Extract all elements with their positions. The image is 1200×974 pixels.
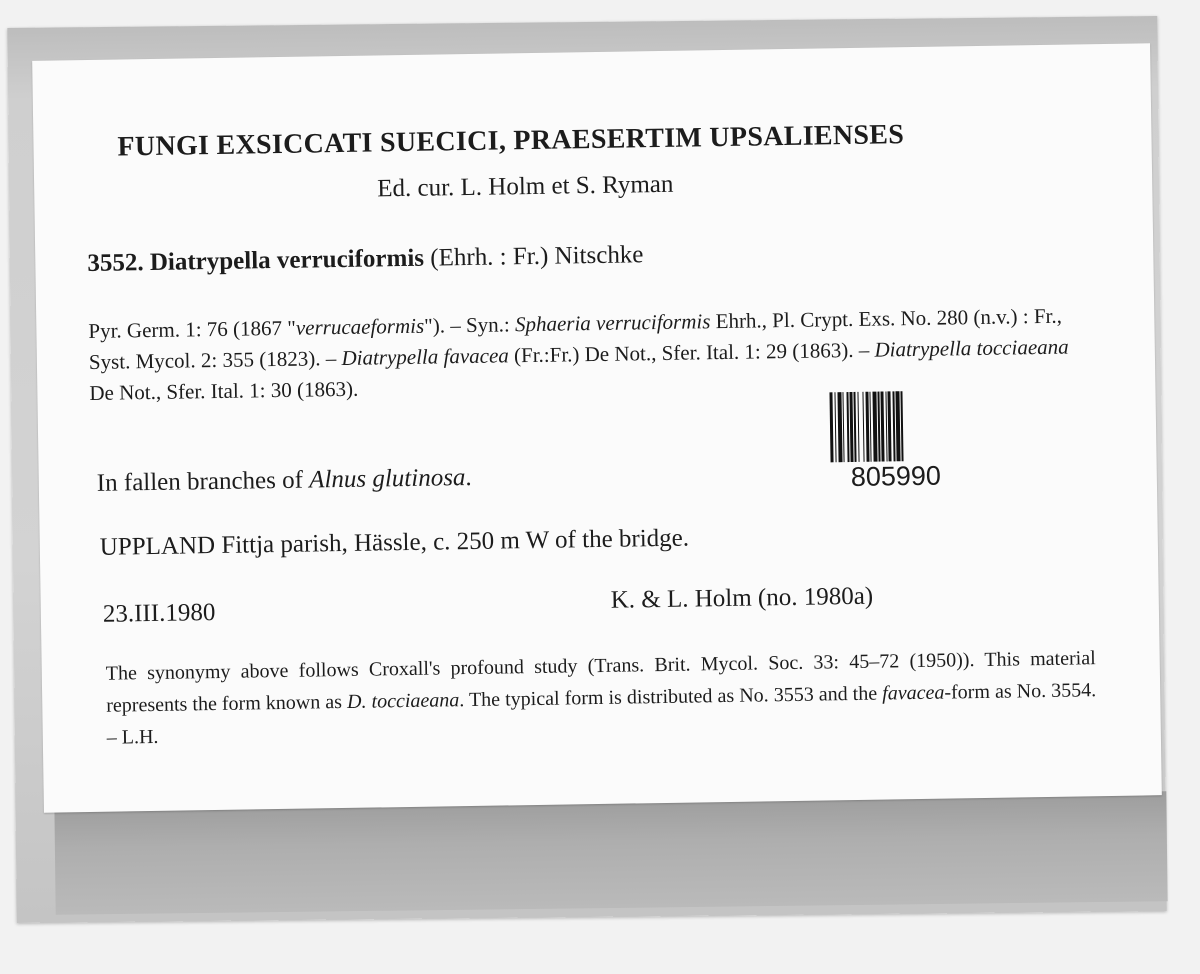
note-italic-2: favacea [882, 681, 945, 705]
species-name: Diatrypella verruciformis [149, 244, 425, 277]
habitat-text: In fallen branches of [96, 466, 310, 497]
note-italic-1: D. tocciaeana [346, 689, 460, 713]
species-number: 3552. [87, 249, 144, 277]
syn-text-2: "). – Syn.: [423, 312, 516, 338]
species-authority: (Ehrh. : Fr.) Nitschke [430, 241, 644, 272]
syn-text-3: Ehrh., Pl. Crypt. Exs. No. 280 (n.v.) : Fr., Syst. Mycol. 2: 355 (1823). – [88, 303, 1063, 374]
locality-line: UPPLAND Fittja parish, Hässle, c. 250 m W of the bridge. [99, 524, 690, 561]
note-text-2: . The typical form is distributed as No. 3553 and the [459, 682, 883, 712]
barcode-number: 805990 [850, 460, 942, 493]
label-editors: Ed. cur. L. Holm et S. Ryman [377, 170, 674, 203]
barcode-image [829, 390, 998, 463]
syn-text-1: Pyr. Germ. 1: 76 (1867 " [88, 315, 297, 343]
syn-text-5: De Not., Sfer. Ital. 1: 30 (1863). [89, 376, 359, 405]
habitat-host: Alnus glutinosa [308, 464, 466, 494]
note-text-3: -form as No. 3554. – L.H. [106, 679, 1097, 749]
syn-italic-3: Diatrypella favacea [341, 343, 510, 371]
habitat-end: . [465, 463, 472, 492]
label-title: FUNGI EXSICCATI SUECICI, PRAESERTIM UPSALIENSES [117, 119, 905, 163]
species-line [87, 241, 644, 278]
syn-text-4: (Fr.:Fr.) De Not., Sfer. Ital. 1: 29 (1863). – [508, 337, 875, 368]
syn-italic-2: Sphaeria verruciformis [514, 309, 711, 337]
note-text-1: The synonymy above follows Croxall's profound study (Trans. Brit. Mycol. Soc. 33: 45–72 (1950)). This material represents the form known as [105, 647, 1096, 717]
collector: K. & L. Holm (no. 1980a) [610, 582, 874, 614]
note-paragraph [106, 642, 1097, 754]
syn-italic-4: Diatrypella tocciaeana [874, 334, 1069, 362]
habitat-line [97, 464, 472, 498]
specimen-label [32, 43, 1162, 812]
syn-italic-1: verrucaeformis [295, 313, 425, 340]
barcode-bar [902, 391, 906, 461]
collection-date: 23.III.1980 [102, 599, 216, 628]
